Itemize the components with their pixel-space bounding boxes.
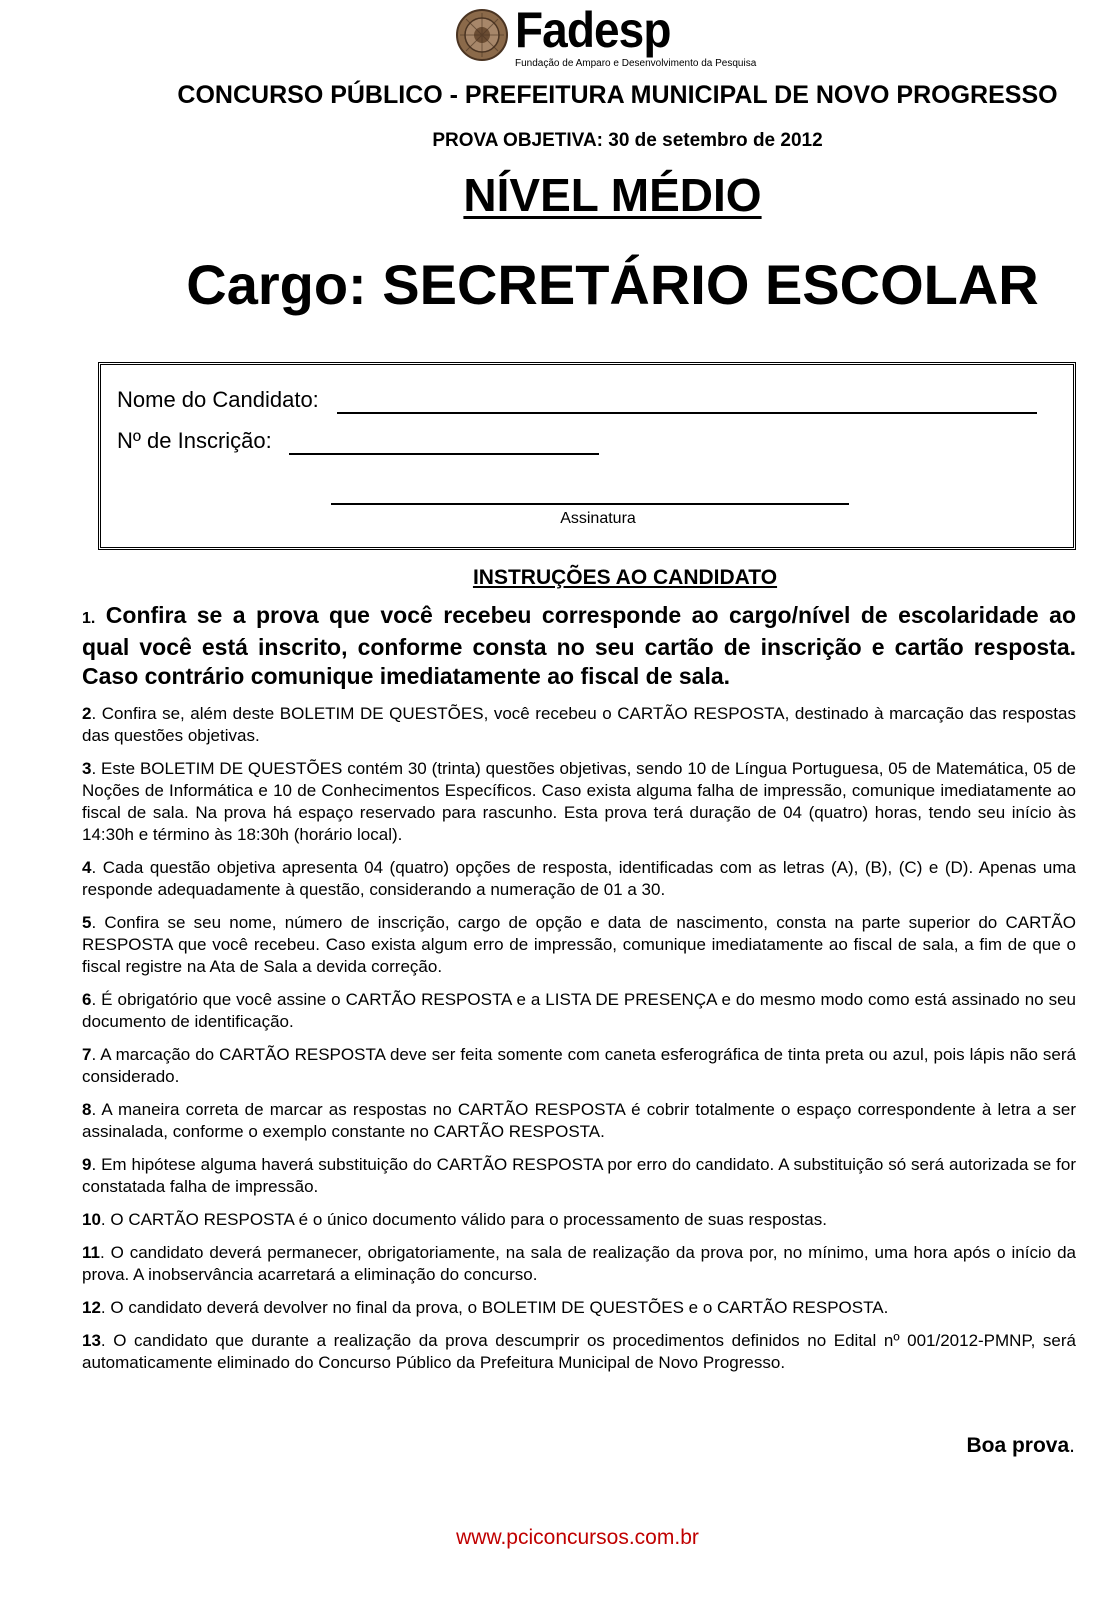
level-title [0, 168, 1115, 222]
level-text: NÍVEL MÉDIO [463, 169, 762, 221]
instructions-list [82, 601, 1076, 1385]
instruction-number: 5 [82, 913, 92, 932]
instruction-item [82, 758, 1076, 846]
logo-subtitle: Fundação de Amparo e Desenvolvimento da Pesquisa [515, 58, 757, 69]
instruction-text: . Cada questão objetiva apresenta 04 (quatro) opções de resposta, identificadas com as letras (A), (B), (C) e (D). Apenas uma responde adequadamente à questão, considerando a numeração de 01 a 30. [82, 858, 1076, 899]
instruction-number: 12 [82, 1298, 101, 1317]
instruction-number: 8 [82, 1100, 92, 1119]
instruction-number: 11 [82, 1243, 100, 1262]
instruction-text: . O candidato deverá permanecer, obrigatoriamente, na sala de realização da prova por, no mínimo, uma hora após o início da prova. A inobservância acarretará a eliminação do concurso. [82, 1243, 1076, 1284]
position-title: Cargo: SECRETÁRIO ESCOLAR [186, 253, 1039, 316]
instruction-item [82, 703, 1076, 747]
instruction-item [82, 1099, 1076, 1143]
instruction-text: . A marcação do CARTÃO RESPOSTA deve ser feita somente com caneta esferográfica de tinta preta ou azul, pois lápis não será considerado. [82, 1045, 1076, 1086]
fadesp-logo [455, 0, 757, 78]
instruction-text: . Confira se, além deste BOLETIM DE QUESTÕES, você recebeu o CARTÃO RESPOSTA, destinado à marcação das respostas das questões objetivas. [82, 704, 1076, 745]
logo-brand-text: Fadesp [515, 2, 671, 58]
instruction-item [82, 1044, 1076, 1088]
instruction-number: 6 [82, 990, 92, 1009]
instruction-text: . O CARTÃO RESPOSTA é o único documento válido para o processamento de suas respostas. [100, 1210, 827, 1229]
instruction-number: 10 [82, 1210, 101, 1229]
candidate-name-label: Nome do Candidato: [117, 387, 319, 412]
closing-bold: Boa prova [966, 1434, 1070, 1457]
instruction-text: . Confira se seu nome, número de inscrição, cargo de opção e data de nascimento, consta na parte superior do CARTÃO RESPOSTA que você recebeu. Caso exista algum erro de impressão, comunique imediatamente ao fiscal de sala, a fim de que o fiscal registre na Ata de Sala a devida correção. [82, 913, 1076, 976]
instruction-text: . O candidato deverá devolver no final da prova, o BOLETIM DE QUESTÕES e o CARTÃO RESPOSTA. [100, 1298, 889, 1317]
instruction-number: 13 [82, 1331, 101, 1350]
instruction-item [82, 1154, 1076, 1198]
candidate-name-line[interactable] [337, 412, 1037, 414]
instruction-text: Confira se a prova que você recebeu corresponde ao cargo/nível de escolaridade ao qual você está inscrito, conforme consta no seu cartão de inscrição e cartão resposta. Caso contrário comunique imediatamente ao fiscal de sala. [82, 602, 1077, 689]
instruction-number: 1. [82, 610, 96, 627]
instructions-title: INSTRUÇÕES AO CANDIDATO [472, 566, 778, 589]
registration-label: Nº de Inscrição: [117, 428, 272, 453]
instruction-text: . A maneira correta de marcar as respostas no CARTÃO RESPOSTA é cobrir totalmente o espaço correspondente à letra a ser assinalada, conforme o exemplo constante no CARTÃO RESPOSTA. [82, 1100, 1076, 1141]
instruction-item [82, 857, 1076, 901]
instruction-item [82, 601, 1076, 691]
instruction-item [82, 1209, 1076, 1231]
instruction-item [82, 1242, 1076, 1286]
instruction-text: . Em hipótese alguma haverá substituição do CARTÃO RESPOSTA por erro do candidato. A substituição só será autorizada se for constatada falha de impressão. [82, 1155, 1076, 1196]
instruction-text: . O candidato que durante a realização da prova descumprir os procedimentos definidos no Edital nº 001/2012-PMNP, será automaticamente eliminado do Concurso Público da Prefeitura Municipal de Novo Progresso. [82, 1331, 1076, 1372]
instruction-item [82, 1297, 1076, 1319]
closing-text [966, 1434, 1075, 1458]
instruction-item [82, 1330, 1076, 1374]
instruction-number: 7 [82, 1045, 92, 1064]
footer-url[interactable]: www.pciconcursos.com.br [456, 1526, 699, 1549]
signature-label: Assinatura [560, 510, 636, 527]
instruction-text: . É obrigatório que você assine o CARTÃO RESPOSTA e a LISTA DE PRESENÇA e do mesmo modo como está assinado no seu documento de identificação. [82, 990, 1076, 1031]
registration-line[interactable] [289, 453, 599, 455]
instruction-number: 4 [82, 858, 92, 877]
signature-line[interactable] [331, 503, 849, 505]
contest-title: CONCURSO PÚBLICO - PREFEITURA MUNICIPAL DE NOVO PROGRESSO [177, 81, 1058, 109]
instruction-number: 2 [82, 704, 92, 723]
closing-punct: . [1069, 1434, 1075, 1457]
instruction-item [82, 912, 1076, 978]
fadesp-emblem-icon [455, 8, 509, 62]
instruction-number: 3 [82, 759, 92, 778]
candidate-info-box [98, 362, 1076, 550]
instruction-number: 9 [82, 1155, 92, 1174]
instruction-text: . Este BOLETIM DE QUESTÕES contém 30 (trinta) questões objetivas, sendo 10 de Língua Portuguesa, 05 de Matemática, 05 de Noções de Informática e 10 de Conhecimentos Específicos. Caso exista alguma falha de impressão, comunique imediatamente ao fiscal de sala. Na prova há espaço reservado para rascunho. Esta prova terá duração de 04 (quatro) horas, tendo seu início às 14:30h e término às 18:30h (horário local). [82, 759, 1076, 844]
instruction-item [82, 989, 1076, 1033]
exam-date: PROVA OBJETIVA: 30 de setembro de 2012 [432, 130, 823, 151]
